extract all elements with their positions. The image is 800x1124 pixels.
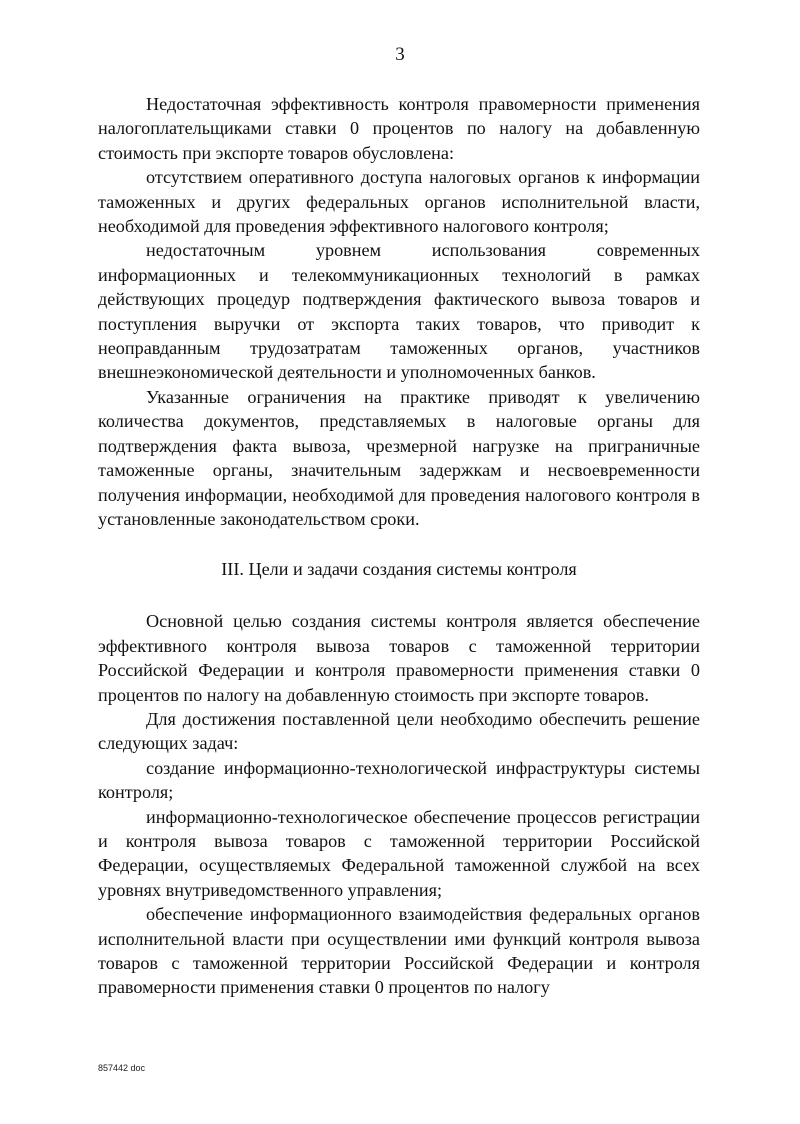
paragraph-task-it-support: информационно-технологическое обеспечение процессов регистрации и контроля вывоза товаров с таможенной территории Российской Федерации, осуществляемых Федеральной таможенной службой на всех уровнях внутриведомственного управления; (98, 806, 700, 900)
paragraph-task-infrastructure: создание информационно-технологической инфраструктуры системы контроля; (98, 757, 700, 803)
paragraph-tasks-intro: Для достижения поставленной цели необходимо обеспечить решение следующих задач: (98, 708, 700, 754)
page-number: 3 (395, 44, 405, 65)
paragraph-insufficient-technology: недостаточным уровнем использования современных информационных и телекоммуникационных технологий в рамках действующих процедур подтверждения фактического вывоза товаров и поступления выручки от экспорта таких товаров, что приводит к неоправданным трудозатратам таможенных органов, участников внешнеэкономической деятельности и уполномоченных банков. (98, 240, 700, 383)
document-body (98, 92, 700, 1000)
paragraph-main-goal: Основной целью создания системы контроля является обеспечение эффективного контроля вывоза товаров с таможенной территории Российской Федерации и контроля правомерности применения ставки 0 процентов по налогу на добавленную стоимость при экспорте товаров. (98, 611, 700, 705)
paragraph-insufficient-efficiency: Недостаточная эффективность контроля правомерности применения налогоплательщиками ставки 0 процентов по налогу на добавленную стоимость при экспорте товаров обусловлена: (98, 94, 700, 163)
document-footer: 857442 doc (98, 1063, 146, 1073)
paragraph-lack-of-access: отсутствием оперативного доступа налоговых органов к информации таможенных и других федеральных органов исполнительной власти, необходимой для проведения эффективного налогового контроля; (98, 167, 700, 237)
section-heading: III. Цели и задачи создания системы контроля (221, 559, 577, 580)
paragraph-limitations: Указанные ограничения на практике приводят к увеличению количества документов, представляемых в налоговые органы для подтверждения факта вывоза, чрезмерной нагрузке на приграничные таможенные органы, значительным задержкам и несвоевременности получения информации, необходимой для проведения налогового контроля в установленные законодательством сроки. (98, 386, 700, 529)
paragraph-task-interaction: обеспечение информационного взаимодействия федеральных органов исполнительной власти при осуществлении ими функций контроля вывоза товаров с таможенной территории Российской Федерации и контроля правомерности применения ставки 0 процентов по налогу (98, 904, 700, 998)
